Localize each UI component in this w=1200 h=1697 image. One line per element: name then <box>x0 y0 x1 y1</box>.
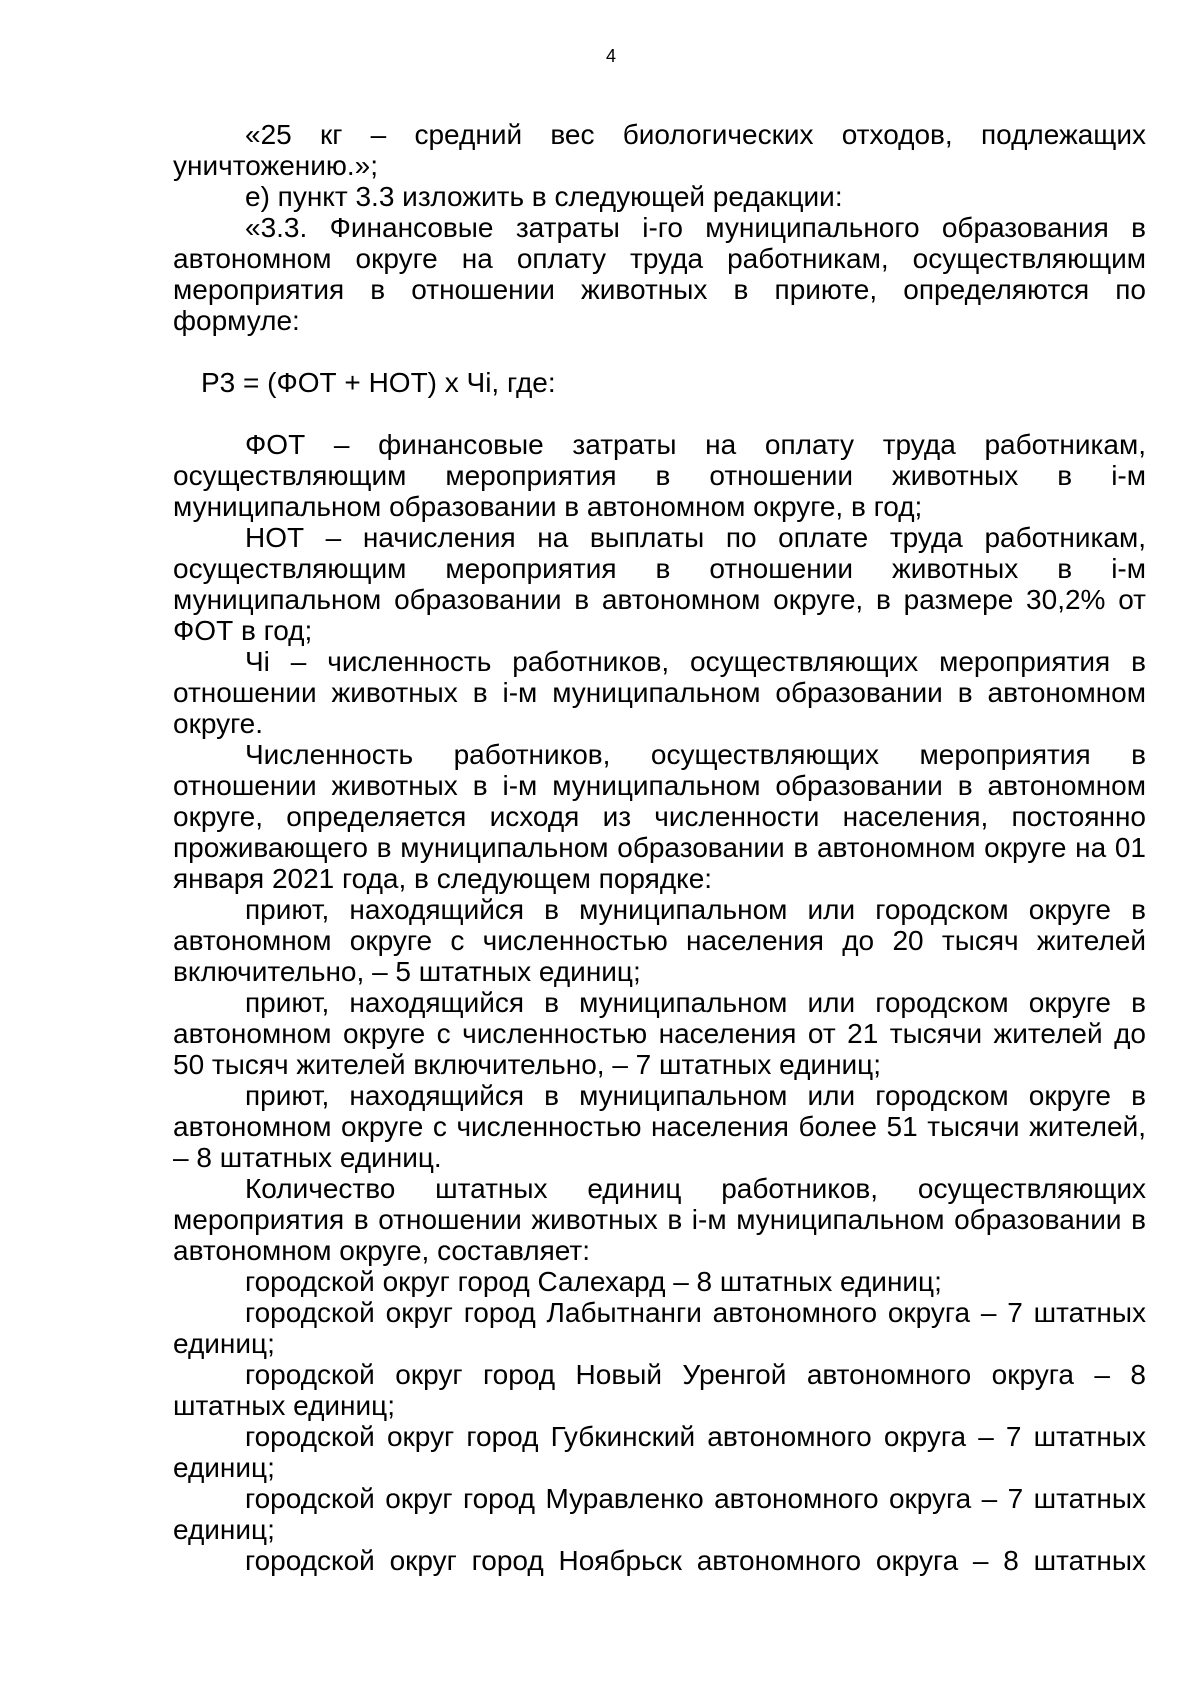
page-number: 4 <box>605 46 616 66</box>
paragraph-chi-definition: Чi – численность работников, осуществляющих мероприятия в отношении животных в i-м муниципальном образовании в автономном округе. <box>173 646 1146 739</box>
list-item-muravlenko: городской округ город Муравленко автономного округа – 7 штатных единиц; <box>173 1483 1146 1545</box>
paragraph-biological-waste: «25 кг – средний вес биологических отходов, подлежащих уничтожению.»; <box>173 119 1146 181</box>
paragraph-staff-count-rule: Численность работников, осуществляющих мероприятия в отношении животных в i-м муниципальном образовании в автономном округе, определяется исходя из численности населения, постоянно проживающего в муниципальном образовании в автономном округе на 01 января 2021 года, в следующем порядке: <box>173 739 1146 894</box>
paragraph-shelter-over-51k: приют, находящийся в муниципальном или городском округе в автономном округе с численностью населения более 51 тысячи жителей, – 8 штатных единиц. <box>173 1080 1146 1173</box>
paragraph-shelter-21k-50k: приют, находящийся в муниципальном или городском округе в автономном округе с численностью населения от 21 тысячи жителей до 50 тысяч жителей включительно, – 7 штатных единиц; <box>173 987 1146 1080</box>
list-item-novy-urengoy: городской округ город Новый Уренгой автономного округа – 8 штатных единиц; <box>173 1359 1146 1421</box>
formula: Р3 = (ФОТ + НОТ) х Чi, где: <box>201 367 556 398</box>
list-item-noyabrsk: городской округ город Ноябрьск автономного округа – 8 штатных <box>245 1545 1146 1576</box>
paragraph-shelter-up-to-20k: приют, находящийся в муниципальном или городском округе в автономном округе с численностью населения до 20 тысяч жителей включительно, – 5 штатных единиц; <box>173 894 1146 987</box>
document-body <box>173 119 1146 1576</box>
paragraph-staff-units-intro: Количество штатных единиц работников, осуществляющих мероприятия в отношении животных в i-м муниципальном образовании в автономном округе, составляет: <box>173 1173 1146 1266</box>
list-item-gubkinsky: городской округ город Губкинский автономного округа – 7 штатных единиц; <box>173 1421 1146 1483</box>
paragraph-amendment-intro: е) пункт 3.3 изложить в следующей редакции: <box>245 181 843 212</box>
list-item-labytnangi: городской округ город Лабытнанги автономного округа – 7 штатных единиц; <box>173 1297 1146 1359</box>
list-item-salekhard: городской округ город Салехард – 8 штатных единиц; <box>245 1266 942 1297</box>
paragraph-not-definition: НОТ – начисления на выплаты по оплате труда работникам, осуществляющим мероприятия в отношении животных в i-м муниципальном образовании в автономном округе, в размере 30,2% от ФОТ в год; <box>173 522 1146 646</box>
paragraph-clause-3-3: «3.3. Финансовые затраты i-го муниципального образования в автономном округе на оплату труда работникам, осуществляющим мероприятия в отношении животных в приюте, определяются по формуле: <box>173 212 1146 336</box>
paragraph-fot-definition: ФОТ – финансовые затраты на оплату труда работникам, осуществляющим мероприятия в отношении животных в i-м муниципальном образовании в автономном округе, в год; <box>173 429 1146 522</box>
